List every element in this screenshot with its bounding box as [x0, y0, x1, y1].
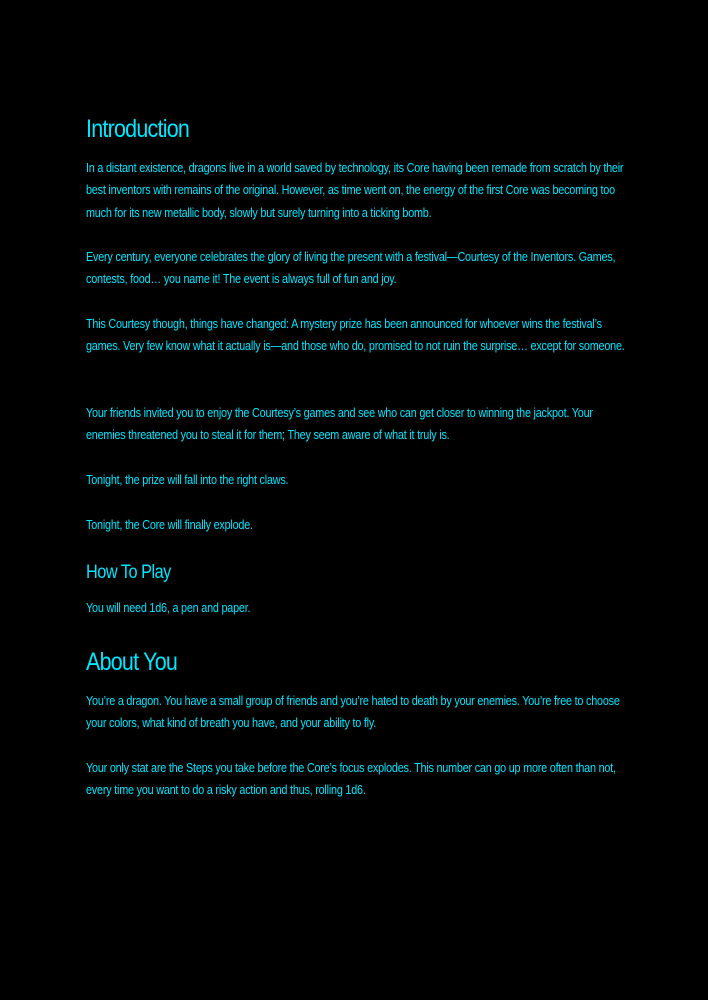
about-you-heading: About You — [86, 648, 178, 676]
about-you-paragraph-1: You’re a dragon. You have a small group of friends and you’re hated to death by your enemies. You’re free to choose your colors, what kind of breath you have, and your ability to fly. — [86, 694, 620, 731]
how-to-play-heading: How To Play — [86, 562, 171, 583]
how-to-play-paragraph-1: You will need 1d6, a pen and paper. — [86, 601, 251, 615]
introduction-paragraph-3: This Courtesy though, things have changed: A mystery prize has been announced for whoever wins the festival’s games. Very few know what it actually is—and those who do, promised to not ruin the surprise… except for someone. — [86, 317, 625, 354]
introduction-paragraph-6: Tonight, the Core will finally explode. — [86, 518, 253, 532]
introduction-paragraph-2: Every century, everyone celebrates the glory of living the present with a festival—Courtesy of the Inventors. Games, contests, food… you name it! The event is always full of fun and joy. — [86, 250, 616, 287]
introduction-heading: Introduction — [86, 115, 190, 143]
introduction-paragraph-5: Tonight, the prize will fall into the right claws. — [86, 473, 289, 487]
about-you-paragraph-2: Your only stat are the Steps you take before the Core’s focus explodes. This number can go up more often than not, every time you want to do a risky action and thus, rolling 1d6. — [86, 761, 616, 798]
introduction-paragraph-1: In a distant existence, dragons live in a world saved by technology, its Core having been remade from scratch by their best inventors with remains of the original. However, as time went on, the energy of the first Core was becoming too much for its new metallic body, slowly but surely turning into a ticking bomb. — [86, 161, 624, 220]
introduction-paragraph-4: Your friends invited you to enjoy the Courtesy’s games and see who can get closer to winning the jackpot. Your enemies threatened you to steal it for them; They seem aware of what it truly is. — [86, 406, 593, 443]
